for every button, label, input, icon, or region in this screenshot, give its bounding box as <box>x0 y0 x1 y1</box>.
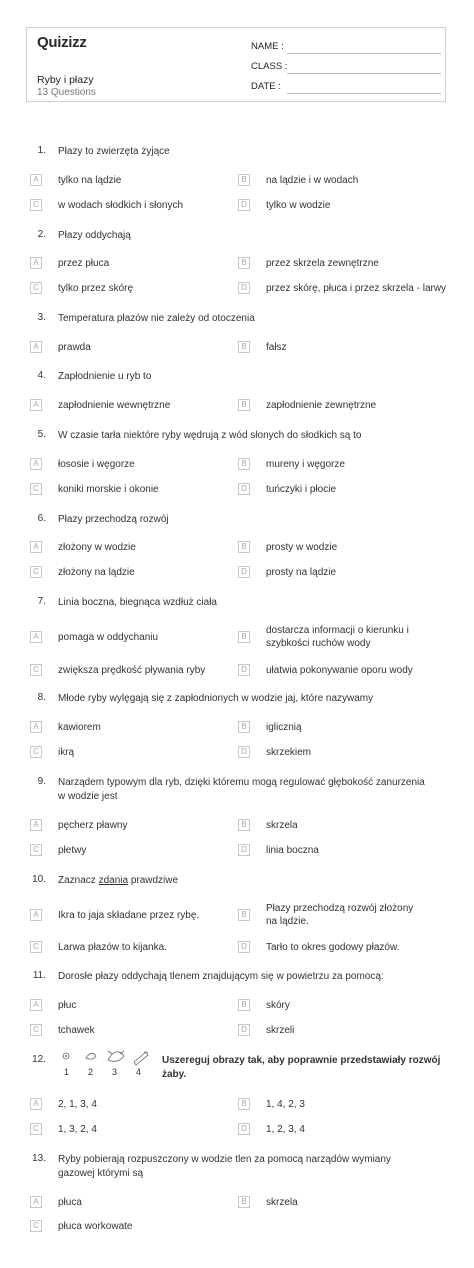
option-letter-box: A <box>30 819 42 831</box>
option-text: Larwa płazów to kijanka. <box>58 942 167 953</box>
option-text: płuca workowate <box>58 1221 133 1232</box>
option-letter-box: B <box>238 341 250 353</box>
image-label: 2 <box>88 1067 94 1077</box>
option-letter-box: B <box>238 1098 250 1110</box>
option-letter-box: B <box>238 257 250 269</box>
option-text: złożony na lądzie <box>58 567 135 578</box>
image-label: 1 <box>64 1067 70 1077</box>
option-text: skrzekiem <box>266 747 312 758</box>
option-letter-box: A <box>30 341 42 353</box>
question-text: Uszereguj obrazy tak, aby poprawnie przedstawiały rozwój żaby. <box>162 1055 441 1080</box>
class-field <box>251 61 287 72</box>
option-letter-box: A <box>30 909 42 921</box>
option-letter-box: C <box>30 1024 42 1036</box>
option-text: zwiększa prędkość pływania ryby <box>58 665 206 676</box>
question-text: Płazy to zwierzęta żyjące <box>58 146 170 157</box>
question-number: 11. <box>32 970 46 981</box>
option-letter-box: D <box>238 199 250 211</box>
tadpole-icon <box>86 1053 96 1059</box>
option-letter-box: A <box>30 631 42 643</box>
option-letter-box: C <box>30 746 42 758</box>
option-text: łososie i węgorze <box>58 459 135 470</box>
option-text: przez skrzela zewnętrzne <box>266 258 379 269</box>
question-number: 8. <box>37 692 46 703</box>
option-letter-box: B <box>238 999 250 1011</box>
question-number: 2. <box>37 229 46 240</box>
question-number: 7. <box>37 596 46 607</box>
option-letter-box: D <box>238 746 250 758</box>
option-text: fałsz <box>266 342 287 353</box>
question-text: Płazy przechodzą rozwój <box>58 514 169 525</box>
option-text: 2, 1, 3, 4 <box>58 1099 97 1110</box>
young-frog-icon <box>108 1051 124 1061</box>
option-letter-box: A <box>30 458 42 470</box>
option-letter-box: D <box>238 483 250 495</box>
option-text: płuc <box>58 1000 77 1011</box>
worksheet-header <box>26 27 446 102</box>
option-text: skóry <box>266 1000 290 1011</box>
question-number: 4. <box>37 370 46 381</box>
option-text: ikrą <box>58 747 75 758</box>
option-text: 1, 4, 2, 3 <box>266 1099 305 1110</box>
name-line <box>287 53 441 54</box>
option-text: płetwy <box>58 845 87 856</box>
name-field <box>251 41 284 52</box>
question-number: 5. <box>37 429 46 440</box>
question-text: Młode ryby wylęgają się z zapłodnionych w wodzie jaj, które nazywamy <box>58 693 374 704</box>
option-text: tuńczyki i płocie <box>266 484 337 495</box>
option-letter-box: B <box>238 541 250 553</box>
option-text: 1, 2, 3, 4 <box>266 1124 305 1135</box>
option-text: pęcherz pławny <box>58 820 128 831</box>
option-text: tchawek <box>58 1025 95 1036</box>
option-letter-box: C <box>30 566 42 578</box>
option-text: tylko przez skórę <box>58 283 134 294</box>
question-number: 10. <box>32 874 46 885</box>
option-text: 1, 3, 2, 4 <box>58 1124 97 1135</box>
option-text: Ikra to jaja składane przez rybę. <box>58 910 200 921</box>
question-text: Linia boczna, biegnąca wzdłuż ciała <box>58 597 217 608</box>
option-text: złożony w wodzie <box>58 542 136 553</box>
option-text: w wodach słodkich i słonych <box>58 200 184 211</box>
option-letter-box: B <box>238 174 250 186</box>
option-letter-box: D <box>238 1024 250 1036</box>
option-letter-box: B <box>238 458 250 470</box>
option-letter-box: A <box>30 999 42 1011</box>
question-text-part: prawdziwe <box>128 875 179 886</box>
question-text: W czasie tarła niektóre ryby wędrują z wód słonych do słodkich są to <box>58 430 362 441</box>
option-letter-box: C <box>30 941 42 953</box>
option-letter-box: A <box>30 1098 42 1110</box>
question-text: Dorosłe płazy oddychają tlenem znajdującym się w powietrzu za pomocą: <box>58 971 384 982</box>
option-text: na lądzie i w wodach <box>266 175 359 186</box>
option-text: dostarcza informacji o kierunku i szybkości ruchów wody <box>266 625 409 649</box>
question-text: Ryby pobierają rozpuszczony w wodzie tlen za pomocą narządów wymiany gazowej którymi są <box>58 1154 391 1179</box>
class-label: CLASS : <box>251 61 288 72</box>
option-letter-box: C <box>30 664 42 676</box>
option-text: kawiorem <box>58 722 101 733</box>
option-letter-box: C <box>30 282 42 294</box>
option-text: skrzela <box>266 1197 298 1208</box>
option-letter-box: D <box>238 282 250 294</box>
option-text: pomaga w oddychaniu <box>58 632 159 643</box>
option-text: płuca <box>58 1197 82 1208</box>
question-text-underlined: zdania <box>98 875 129 886</box>
name-label: NAME : <box>251 41 284 52</box>
option-letter-box: B <box>238 819 250 831</box>
option-text: zapłodnienie wewnętrzne <box>58 400 171 411</box>
option-text: mureny i węgorze <box>266 459 345 470</box>
option-letter-box: B <box>238 721 250 733</box>
option-letter-box: D <box>238 566 250 578</box>
question-text-part: Zaznacz <box>58 875 99 886</box>
option-letter-box: B <box>238 631 250 643</box>
option-text: przez płuca <box>58 258 110 269</box>
option-letter-box: C <box>30 844 42 856</box>
question-number: 12. <box>32 1054 46 1065</box>
question-text: Temperatura płazów nie zależy od otoczenia <box>58 313 255 324</box>
option-letter-box: D <box>238 664 250 676</box>
question-number: 1. <box>37 145 46 156</box>
option-letter-box: D <box>238 941 250 953</box>
egg-yolk-icon <box>65 1055 67 1057</box>
option-letter-box: A <box>30 721 42 733</box>
option-text: Tarło to okres godowy płazów. <box>266 942 400 953</box>
frog-icon <box>134 1052 148 1065</box>
option-text: zapłodnienie zewnętrzne <box>266 400 377 411</box>
option-text: tylko na lądzie <box>58 175 122 186</box>
option-text: prosty w wodzie <box>266 542 338 553</box>
question-text: Płazy oddychają <box>58 230 131 241</box>
frog-stages-icon <box>58 1050 158 1068</box>
option-text: Płazy przechodzą rozwój złożony na lądzie. <box>266 903 414 927</box>
option-letter-box: A <box>30 1196 42 1208</box>
option-letter-box: D <box>238 844 250 856</box>
date-line <box>287 93 441 94</box>
image-label: 3 <box>112 1067 118 1077</box>
option-letter-box: B <box>238 399 250 411</box>
option-letter-box: C <box>30 1220 42 1232</box>
option-letter-box: A <box>30 399 42 411</box>
option-letter-box: C <box>30 1123 42 1135</box>
date-field <box>251 81 281 92</box>
option-letter-box: A <box>30 541 42 553</box>
question-number: 3. <box>37 312 46 323</box>
option-letter-box: A <box>30 257 42 269</box>
option-text: iglicznią <box>266 722 302 733</box>
option-letter-box: B <box>238 909 250 921</box>
question-text: Zapłodnienie u ryb to <box>58 371 152 382</box>
option-text: skrzeli <box>266 1025 295 1036</box>
option-text: koniki morskie i okonie <box>58 484 159 495</box>
date-label: DATE : <box>251 81 281 92</box>
question-text <box>58 874 438 888</box>
image-label: 4 <box>136 1067 142 1077</box>
question-text: Narządem typowym dla ryb, dzięki któremu mogą regulować głębokość zanurzenia w wodzie jest <box>58 777 425 802</box>
worksheet-title: Ryby i płazy <box>37 74 94 86</box>
question-number: 6. <box>37 513 46 524</box>
question-number: 9. <box>37 776 46 787</box>
class-line <box>287 73 441 74</box>
option-letter-box: C <box>30 483 42 495</box>
option-letter-box: B <box>238 1196 250 1208</box>
option-text: tylko w wodzie <box>266 200 331 211</box>
option-letter-box: D <box>238 1123 250 1135</box>
frog-development-images <box>58 1050 158 1080</box>
option-letter-box: A <box>30 174 42 186</box>
quizizz-logo: Quizizz <box>37 34 87 51</box>
option-text: prawda <box>58 342 91 353</box>
option-text: prosty na lądzie <box>266 567 337 578</box>
question-count: 13 Questions <box>37 87 96 98</box>
option-text: linia boczna <box>266 845 319 856</box>
question-number: 13. <box>32 1153 46 1164</box>
option-text: ułatwia pokonywanie oporu wody <box>266 665 413 676</box>
option-letter-box: C <box>30 199 42 211</box>
option-text: przez skórę, płuca i przez skrzela - larwy <box>266 283 447 294</box>
option-text: skrzela <box>266 820 298 831</box>
